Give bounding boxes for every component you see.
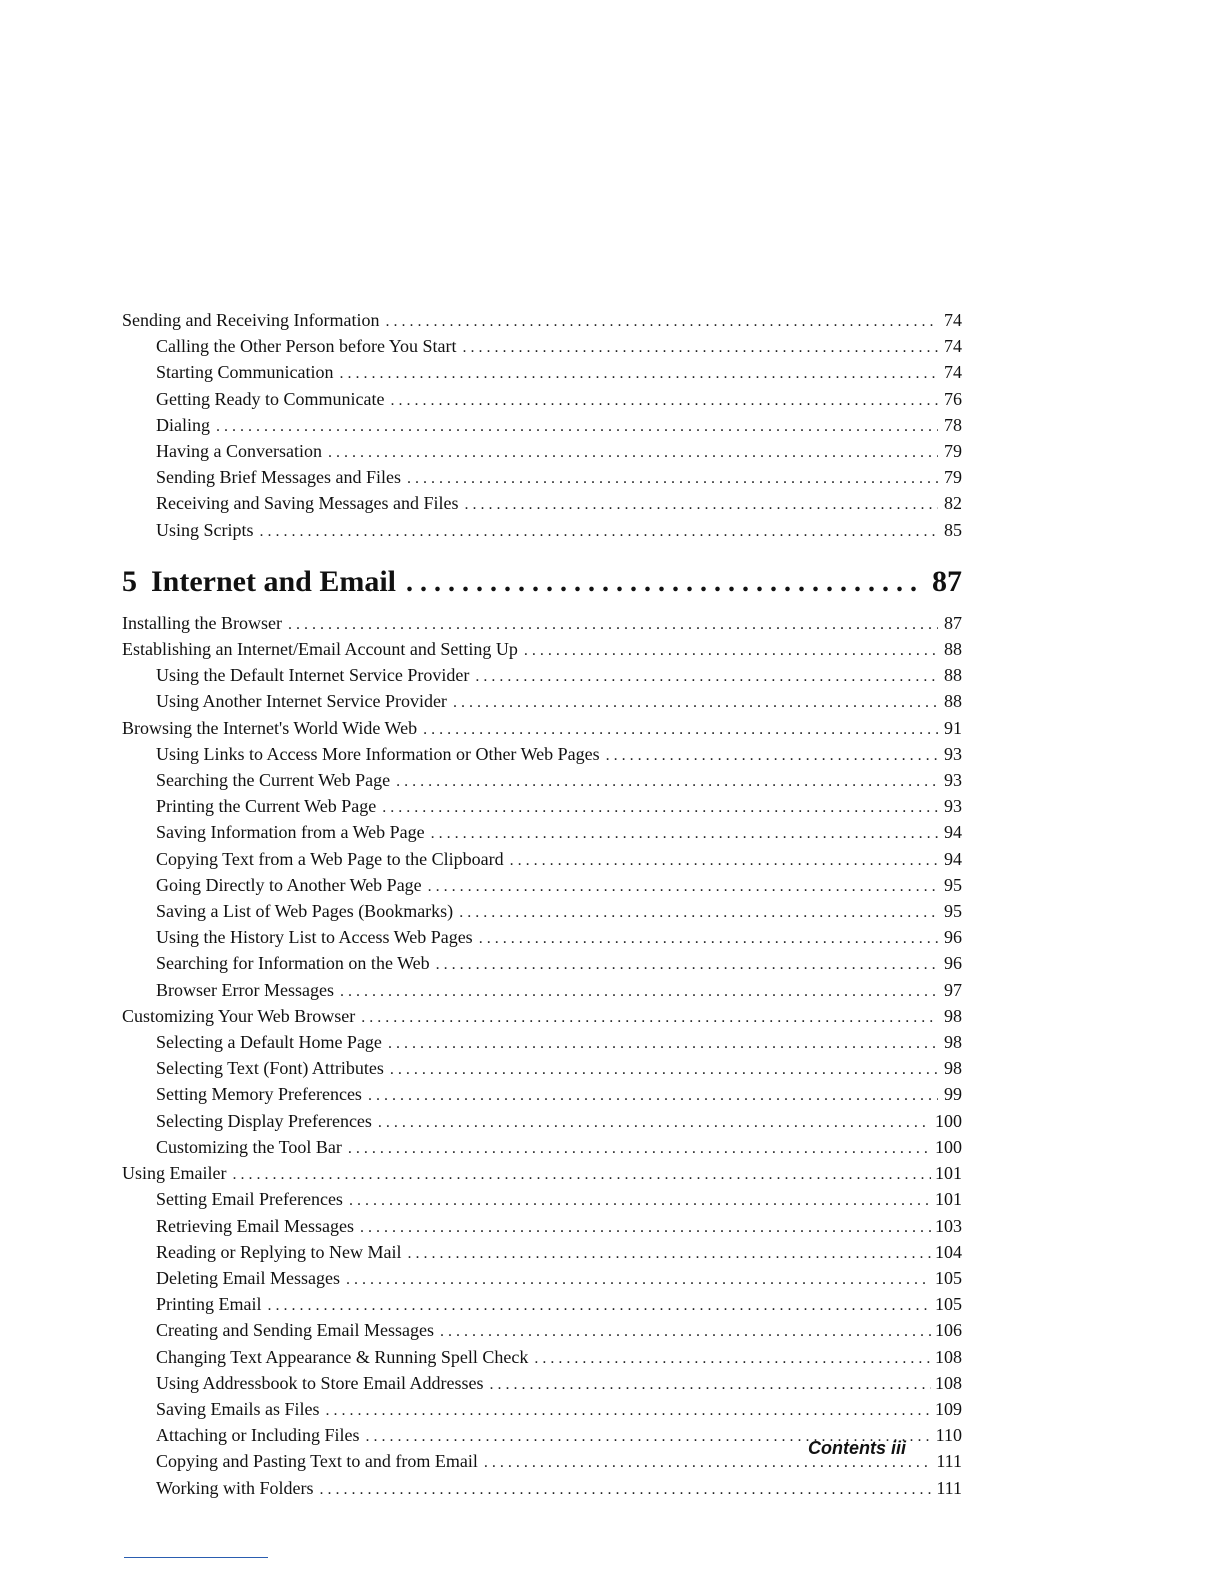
toc-entry-page: 111 [936, 1451, 962, 1472]
toc-entry [122, 518, 962, 544]
toc-entry [122, 1030, 962, 1056]
toc-entry [122, 1082, 962, 1108]
toc-entry-page: 88 [944, 665, 962, 686]
toc-entry-title: Using Scripts [156, 519, 254, 540]
table-of-contents [122, 308, 962, 1502]
toc-section-before [122, 308, 962, 544]
dot-leader [268, 1294, 932, 1318]
toc-entry-title: Using the History List to Access Web Pages [156, 927, 473, 948]
dot-leader [328, 441, 938, 465]
toc-entry-title: Sending Brief Messages and Files [156, 467, 401, 488]
toc-entry-title: Receiving and Saving Messages and Files [156, 493, 459, 514]
toc-entry [122, 873, 962, 899]
toc-entry-title: Deleting Email Messages [156, 1267, 340, 1288]
toc-entry-title: Searching for Information on the Web [156, 953, 430, 974]
toc-entry [122, 611, 962, 637]
toc-entry [122, 663, 962, 689]
toc-entry [122, 1135, 962, 1161]
dot-leader [423, 718, 938, 742]
dot-leader [288, 613, 938, 637]
toc-entry-page: 101 [935, 1163, 962, 1184]
toc-entry-page: 88 [944, 639, 962, 660]
toc-entry-page: 108 [935, 1346, 962, 1367]
toc-entry [122, 899, 962, 925]
dot-leader [431, 822, 938, 846]
dot-leader [510, 849, 938, 873]
toc-entry-title: Copying and Pasting Text to and from Email [156, 1451, 478, 1472]
divider [124, 1557, 268, 1558]
toc-entry-page: 94 [944, 822, 962, 843]
toc-entry [122, 1476, 962, 1502]
toc-entry-title: Searching the Current Web Page [156, 770, 391, 791]
toc-entry-title: Changing Text Appearance & Running Spell Check [156, 1346, 529, 1367]
toc-entry-title: Browser Error Messages [156, 979, 334, 1000]
toc-entry-title: Copying Text from a Web Page to the Clipboard [156, 848, 504, 869]
toc-entry-title: Having a Conversation [156, 441, 322, 462]
dot-leader [489, 1373, 931, 1397]
toc-entry-title: Customizing the Tool Bar [156, 1136, 342, 1157]
chapter-heading [122, 562, 962, 603]
toc-entry [122, 1397, 962, 1423]
toc-entry-page: 96 [944, 953, 962, 974]
dot-leader [368, 1084, 938, 1108]
toc-entry-page: 98 [944, 1032, 962, 1053]
toc-entry-page: 105 [935, 1267, 962, 1288]
dot-leader [479, 927, 938, 951]
dot-leader [326, 1399, 932, 1423]
dot-leader [348, 1137, 931, 1161]
toc-entry-title: Saving Information from a Web Page [156, 822, 425, 843]
dot-leader [361, 1006, 938, 1030]
toc-entry-page: 108 [935, 1372, 962, 1393]
toc-entry [122, 491, 962, 517]
toc-entry-page: 85 [944, 519, 962, 540]
toc-entry-title: Saving a List of Web Pages (Bookmarks) [156, 901, 454, 922]
toc-entry-page: 111 [936, 1477, 962, 1498]
dot-leader [388, 1032, 938, 1056]
toc-entry-page: 88 [944, 691, 962, 712]
toc-entry-page: 110 [935, 1425, 962, 1446]
toc-entry-title: Going Directly to Another Web Page [156, 874, 422, 895]
dot-leader [436, 953, 938, 977]
toc-entry-page: 79 [944, 441, 962, 462]
dot-leader [464, 493, 938, 517]
toc-entry-page: 91 [944, 717, 962, 738]
toc-entry-page: 100 [935, 1110, 962, 1131]
toc-entry [122, 1214, 962, 1240]
toc-entry-page: 93 [944, 796, 962, 817]
toc-entry-page: 104 [935, 1241, 962, 1262]
toc-entry-page: 95 [944, 874, 962, 895]
toc-entry [122, 413, 962, 439]
toc-entry-page: 79 [944, 467, 962, 488]
toc-entry [122, 716, 962, 742]
toc-entry-page: 87 [944, 612, 962, 633]
dot-leader [396, 770, 938, 794]
toc-entry-title: Retrieving Email Messages [156, 1215, 354, 1236]
toc-entry [122, 439, 962, 465]
toc-entry-page: 98 [944, 1005, 962, 1026]
toc-entry [122, 768, 962, 794]
toc-entry-title: Getting Ready to Communicate [156, 388, 385, 409]
toc-entry-page: 98 [944, 1058, 962, 1079]
toc-entry-title: Printing Email [156, 1294, 262, 1315]
toc-entry-title: Saving Emails as Files [156, 1398, 320, 1419]
toc-entry-page: 76 [944, 388, 962, 409]
toc-entry-title: Printing the Current Web Page [156, 796, 377, 817]
toc-entry-title: Setting Email Preferences [156, 1189, 343, 1210]
toc-entry-page: 74 [944, 310, 962, 330]
toc-entry [122, 308, 962, 334]
toc-entry-title: Selecting a Default Home Page [156, 1032, 382, 1053]
toc-entry-title: Using Links to Access More Information or Other Web Pages [156, 743, 600, 764]
dot-leader [406, 563, 924, 603]
toc-entry-page: 105 [935, 1294, 962, 1315]
toc-entry-page: 100 [935, 1136, 962, 1157]
dot-leader [524, 639, 938, 663]
toc-entry-title: Working with Folders [156, 1477, 314, 1498]
toc-entry-title: Selecting Display Preferences [156, 1110, 372, 1131]
dot-leader [475, 665, 938, 689]
page-footer: Contents iii [808, 1438, 906, 1458]
toc-entry-title: Using Addressbook to Store Email Addresses [156, 1372, 484, 1393]
toc-entry [122, 1004, 962, 1030]
toc-entry-title: Starting Communication [156, 362, 334, 383]
dot-leader [385, 310, 938, 334]
toc-entry [122, 465, 962, 491]
toc-entry-page: 93 [944, 770, 962, 791]
toc-entry [122, 1371, 962, 1397]
toc-entry-page: 95 [944, 901, 962, 922]
toc-entry [122, 820, 962, 846]
toc-entry-page: 78 [944, 414, 962, 435]
dot-leader [390, 389, 938, 413]
toc-entry-page: 96 [944, 927, 962, 948]
toc-entry-page: 97 [944, 979, 962, 1000]
dot-leader [340, 980, 938, 1004]
dot-leader [440, 1320, 931, 1344]
dot-leader [232, 1163, 931, 1187]
dot-leader [407, 467, 938, 491]
toc-entry-page: 99 [944, 1084, 962, 1105]
dot-leader [378, 1111, 931, 1135]
toc-entry [122, 1318, 962, 1344]
toc-entry [122, 1109, 962, 1135]
toc-entry-title: Installing the Browser [122, 612, 282, 633]
toc-entry [122, 1292, 962, 1318]
toc-entry [122, 978, 962, 1004]
dot-leader [216, 415, 938, 439]
toc-entry [122, 1345, 962, 1371]
chapter-title: Internet and Email [151, 564, 397, 598]
toc-entry [122, 794, 962, 820]
chapter-number: 5 [122, 564, 137, 598]
toc-entry [122, 1266, 962, 1292]
toc-entry [122, 847, 962, 873]
dot-leader [346, 1268, 931, 1292]
toc-entry-title: Setting Memory Preferences [156, 1084, 362, 1105]
toc-entry [122, 387, 962, 413]
toc-entry-title: Using Another Internet Service Provider [156, 691, 447, 712]
toc-entry-title: Using the Default Internet Service Provider [156, 665, 470, 686]
toc-entry-title: Calling the Other Person before You Start [156, 336, 457, 357]
toc-entry [122, 637, 962, 663]
toc-entry-title: Sending and Receiving Information [122, 310, 380, 330]
dot-leader [462, 336, 938, 360]
toc-entry-page: 74 [944, 362, 962, 383]
toc-entry-title: Attaching or Including Files [156, 1425, 360, 1446]
dot-leader [459, 901, 938, 925]
toc-entry-page: 82 [944, 493, 962, 514]
toc-entry [122, 951, 962, 977]
toc-entry-page: 101 [935, 1189, 962, 1210]
toc-entry-title: Dialing [156, 414, 210, 435]
toc-entry-title: Establishing an Internet/Email Account and Setting Up [122, 639, 518, 660]
dot-leader [320, 1478, 933, 1502]
dot-leader [382, 796, 938, 820]
toc-entry [122, 1187, 962, 1213]
toc-entry [122, 1056, 962, 1082]
dot-leader [349, 1189, 931, 1213]
toc-entry-page: 94 [944, 848, 962, 869]
toc-entry [122, 1161, 962, 1187]
toc-entry-title: Reading or Replying to New Mail [156, 1241, 402, 1262]
dot-leader [390, 1058, 938, 1082]
toc-section-after [122, 611, 962, 1502]
toc-entry-page: 109 [935, 1398, 962, 1419]
toc-entry [122, 689, 962, 715]
toc-entry-title: Customizing Your Web Browser [122, 1005, 356, 1026]
chapter-page: 87 [932, 564, 962, 598]
toc-entry [122, 334, 962, 360]
toc-entry-page: 93 [944, 743, 962, 764]
dot-leader [534, 1347, 931, 1371]
toc-entry-page: 74 [944, 336, 962, 357]
toc-entry [122, 925, 962, 951]
toc-entry [122, 742, 962, 768]
toc-entry-page: 106 [935, 1320, 962, 1341]
toc-entry [122, 360, 962, 386]
toc-entry [122, 1240, 962, 1266]
dot-leader [360, 1216, 931, 1240]
toc-entry-title: Selecting Text (Font) Attributes [156, 1058, 384, 1079]
dot-leader [453, 691, 938, 715]
dot-leader [340, 362, 939, 386]
toc-entry-title: Creating and Sending Email Messages [156, 1320, 434, 1341]
toc-entry-page: 103 [935, 1215, 962, 1236]
dot-leader [407, 1242, 931, 1266]
dot-leader [260, 520, 938, 544]
toc-entry-title: Using Emailer [122, 1163, 227, 1184]
dot-leader [606, 744, 938, 768]
dot-leader [428, 875, 938, 899]
toc-entry-title: Browsing the Internet's World Wide Web [122, 717, 418, 738]
